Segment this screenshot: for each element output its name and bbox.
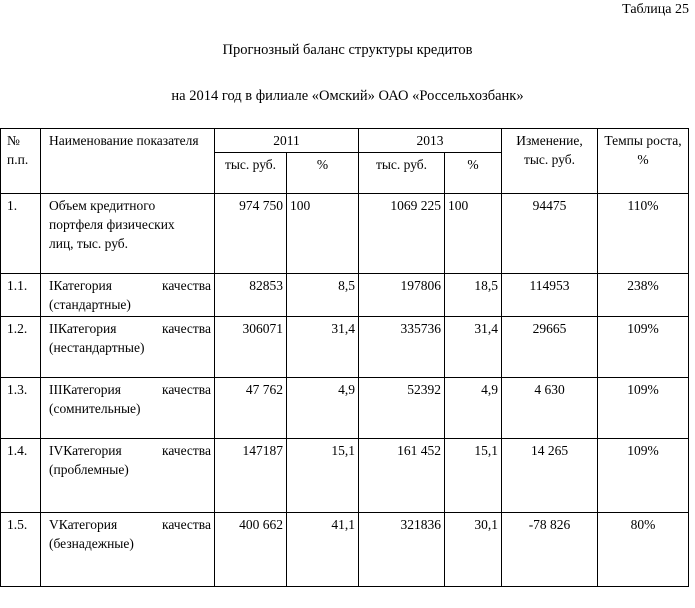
- table-row: [1, 274, 689, 317]
- row-num: 1.2.: [1, 317, 41, 378]
- header-year-2011: 2011: [215, 129, 359, 153]
- header-year-2013: 2013: [359, 129, 502, 153]
- row-change: 14 265: [502, 439, 598, 513]
- table-row: [1, 317, 689, 378]
- row-pct-2013: 15,1: [445, 439, 502, 513]
- row-pct-2013: 31,4: [445, 317, 502, 378]
- row-value-2011: 47 762: [215, 378, 287, 439]
- row-change: 4 630: [502, 378, 598, 439]
- row-value-2011: 306071: [215, 317, 287, 378]
- row-value-2011: 400 662: [215, 513, 287, 587]
- row-value-2013: 161 452: [359, 439, 445, 513]
- header-pct-2011: %: [287, 153, 359, 194]
- table-row: [1, 194, 689, 274]
- row-name: IIIКатегория качества (сомнительные): [41, 378, 215, 439]
- row-growth: 109%: [598, 378, 689, 439]
- header-thous-2013: тыс. руб.: [359, 153, 445, 194]
- row-value-2011: 82853: [215, 274, 287, 317]
- row-pct-2013: 4,9: [445, 378, 502, 439]
- row-pct-2011: 15,1: [287, 439, 359, 513]
- row-value-2011: 974 750: [215, 194, 287, 274]
- header-growth: Темпы роста, %: [598, 129, 689, 194]
- row-name: IIКатегория качества (нестандартные): [41, 317, 215, 378]
- row-value-2013: 335736: [359, 317, 445, 378]
- table-row: [1, 513, 689, 587]
- row-growth: 110%: [598, 194, 689, 274]
- row-name: Объем кредитного портфеля физических лиц, тыс. руб.: [41, 194, 215, 274]
- row-growth: 238%: [598, 274, 689, 317]
- row-pct-2011: 8,5: [287, 274, 359, 317]
- row-name: IКатегория качества (стандартные): [41, 274, 215, 317]
- table-row: [1, 439, 689, 513]
- header-change: Изменение, тыс. руб.: [502, 129, 598, 194]
- row-num: 1.5.: [1, 513, 41, 587]
- row-pct-2011: 4,9: [287, 378, 359, 439]
- table-title-line1: Прогнозный баланс структуры кредитов: [222, 42, 473, 58]
- row-num: 1.1.: [1, 274, 41, 317]
- row-pct-2013: 30,1: [445, 513, 502, 587]
- row-change: 114953: [502, 274, 598, 317]
- row-num: 1.3.: [1, 378, 41, 439]
- row-num: 1.4.: [1, 439, 41, 513]
- row-pct-2013: 100: [445, 194, 502, 274]
- table-row: [1, 378, 689, 439]
- row-growth: 80%: [598, 513, 689, 587]
- row-value-2013: 197806: [359, 274, 445, 317]
- row-growth: 109%: [598, 317, 689, 378]
- row-change: -78 826: [502, 513, 598, 587]
- header-num: № п.п.: [1, 129, 41, 194]
- row-value-2013: 321836: [359, 513, 445, 587]
- row-value-2013: 1069 225: [359, 194, 445, 274]
- row-num: 1.: [1, 194, 41, 274]
- row-change: 94475: [502, 194, 598, 274]
- row-pct-2013: 18,5: [445, 274, 502, 317]
- row-growth: 109%: [598, 439, 689, 513]
- row-value-2013: 52392: [359, 378, 445, 439]
- row-name: VКатегория качества (безнадежные): [41, 513, 215, 587]
- row-pct-2011: 31,4: [287, 317, 359, 378]
- header-thous-2011: тыс. руб.: [215, 153, 287, 194]
- credit-structure-table: [0, 128, 689, 587]
- table-label: Таблица 25: [622, 2, 689, 17]
- row-pct-2011: 41,1: [287, 513, 359, 587]
- header-name: Наименование показателя: [41, 129, 215, 194]
- header-row-1: [1, 129, 689, 153]
- row-change: 29665: [502, 317, 598, 378]
- table-title-line2: на 2014 год в филиале «Омский» ОАО «Россельхозбанк»: [171, 88, 524, 104]
- header-pct-2013: %: [445, 153, 502, 194]
- row-pct-2011: 100: [287, 194, 359, 274]
- row-value-2011: 147187: [215, 439, 287, 513]
- row-name: IVКатегория качества (проблемные): [41, 439, 215, 513]
